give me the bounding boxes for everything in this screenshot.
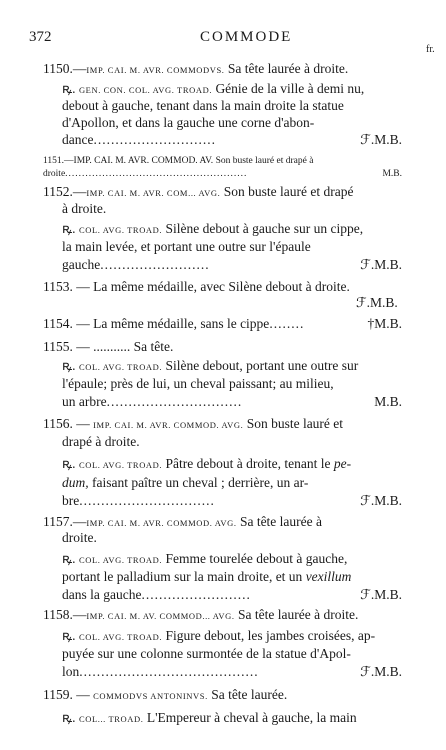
leader-dots: ...............................	[106, 394, 243, 409]
entry-text: —	[72, 687, 94, 702]
legend-caps: IMP. CAI. M. AVR. COMMOD. AVG.	[93, 420, 244, 430]
reverse-mark: ꝶ.	[62, 81, 76, 96]
entry-number: 1153.	[43, 279, 73, 294]
reverse-mark: ꝶ.	[62, 710, 76, 725]
legend-caps: IMP. CAI. M. AVR. COM... AVG.	[86, 188, 221, 198]
entry-line	[62, 201, 106, 217]
leader-dots: ......................................................	[65, 169, 248, 179]
legend-caps: COMMODVS ANTONINVS.	[93, 691, 208, 701]
corner-mark: fr.	[426, 44, 435, 55]
entry-line	[62, 221, 363, 238]
entry-line	[62, 551, 347, 568]
entry-text: L'Empereur à cheval à gauche, la main	[143, 710, 357, 725]
entry-line	[62, 132, 402, 148]
entry-line	[356, 295, 398, 311]
entry-number: 1152.—	[43, 184, 87, 199]
legend-caps: IMP. CAI. M. AVR. COMMODVS.	[86, 65, 225, 75]
entry-number: 1159.	[43, 687, 73, 702]
entry-line	[43, 61, 348, 78]
entry-text: Sa tête laurée.	[207, 687, 288, 702]
entry-line	[62, 358, 358, 375]
entry-line	[62, 456, 351, 473]
entry-line	[62, 628, 375, 645]
entry-line	[43, 279, 350, 295]
entry-text: — La même médaille, sans le cippe	[72, 316, 270, 331]
catalog-mark: ℱ.M.B.	[360, 493, 402, 508]
reverse-mark: ꝶ.	[62, 456, 76, 471]
page-number: 372	[29, 29, 52, 45]
entry-text: à droite.	[62, 201, 107, 216]
legend-caps: COL. AVG. TROAD.	[78, 555, 163, 565]
page-title: COMMODE	[200, 29, 293, 45]
entry-text: la main levée, et portant une outre sur l'épaule	[62, 239, 311, 254]
entry-line	[43, 166, 402, 182]
entry-number: 1154.	[43, 316, 73, 331]
entry-line	[62, 710, 357, 727]
entry-line	[62, 434, 140, 450]
entry-text: puyée sur une colonne surmontée de la statue d'Apol-	[62, 646, 351, 661]
reverse-mark: ꝶ.	[62, 358, 76, 373]
legend-caps: GEN. CON. COL. AVG. TROAD.	[78, 85, 213, 95]
entry-text: bre	[62, 493, 80, 508]
entry-text: drapé à droite.	[62, 434, 140, 449]
entry-line	[43, 316, 402, 332]
legend-caps: COL. AVG. TROAD.	[78, 362, 163, 372]
entry-line	[43, 339, 173, 355]
entry-text: —	[72, 416, 94, 431]
entry-text: d'Apollon, et dans la gauche une corne d'abon-	[62, 115, 315, 130]
entry-text: Son buste lauré et drapé	[220, 184, 354, 199]
entry-line	[43, 607, 358, 624]
entry-text: Sa tête laurée à droite.	[224, 61, 349, 76]
entry-text: Son buste lauré et drapé à	[213, 156, 314, 166]
catalog-mark: ℱ.M.B.	[360, 132, 402, 147]
reverse-mark: ꝶ.	[62, 551, 76, 566]
entry-line	[62, 493, 402, 509]
entry-line	[43, 687, 287, 704]
entry-text: gauche	[62, 257, 101, 272]
leader-dots: ...............................	[79, 493, 215, 508]
entry-line	[62, 376, 334, 392]
entry-line	[62, 115, 314, 131]
entry-text: Silène debout, portant une outre sur	[162, 358, 359, 373]
entry-line	[43, 184, 353, 201]
leader-dots: .........................	[100, 257, 210, 272]
entry-number: 1150.—	[43, 61, 87, 76]
italic-text: pe-	[333, 456, 352, 471]
entry-line	[62, 239, 311, 255]
entry-text: — La même médaille, avec Silène debout à droite.	[72, 279, 350, 294]
entry-number: 1155.	[43, 339, 73, 354]
entry-text: droite.	[62, 530, 97, 545]
entry-line	[62, 475, 308, 491]
catalog-mark: M.B.	[382, 169, 402, 179]
entry-text: lon	[62, 664, 80, 679]
entry-text: droite	[43, 169, 66, 179]
catalog-mark: ℱ.M.B.	[360, 587, 402, 602]
legend-caps: IMP. CAI. M. AVR. COMMOD. AV.	[73, 156, 214, 166]
leader-dots: .........................	[141, 587, 251, 602]
entry-number: 1158.—	[43, 607, 87, 622]
italic-text: dum,	[62, 475, 89, 490]
entry-line	[62, 530, 97, 546]
catalog-mark: ℱ.M.B.	[360, 257, 402, 272]
leader-dots: ............................	[93, 132, 216, 147]
catalog-mark: M.B.	[374, 394, 402, 409]
legend-caps: COL. AVG. TROAD.	[78, 632, 163, 642]
entry-number: 1156.	[43, 416, 73, 431]
entry-line	[43, 416, 343, 433]
entry-number: 1157.—	[43, 514, 87, 529]
legend-caps: COL. AVG. TROAD.	[78, 460, 163, 470]
leader-dots: .........................................	[79, 664, 259, 679]
entry-line	[62, 569, 351, 585]
entry-text: Figure debout, les jambes croisées, ap-	[162, 628, 376, 643]
entry-text: Silène debout à gauche sur un cippe,	[162, 221, 364, 236]
entry-text: portant le palladium sur la main droite, et un	[62, 569, 306, 584]
entry-line	[62, 98, 344, 114]
legend-caps: COL. AVG. TROAD.	[78, 225, 163, 235]
entry-text: Son buste lauré et	[243, 416, 344, 431]
entry-text: Génie de la ville à demi nu,	[212, 81, 365, 96]
entry-text: un arbre	[62, 394, 107, 409]
legend-caps: IMP. CAI. M. AV. COMMOD... AVG.	[86, 611, 235, 621]
entry-line	[62, 257, 402, 273]
entry-line	[62, 81, 364, 98]
entry-line	[62, 394, 402, 410]
entry-text: Pâtre debout à droite, tenant le	[162, 456, 334, 471]
entry-text: dance	[62, 132, 94, 147]
entry-text: Sa tête laurée à	[236, 514, 323, 529]
entry-line	[62, 646, 351, 662]
catalog-mark: ℱ.M.B.	[360, 664, 402, 679]
reverse-mark: ꝶ.	[62, 628, 76, 643]
entry-text: faisant paître un cheval ; derrière, un ar-	[88, 475, 309, 490]
entry-line	[43, 514, 322, 531]
entry-text: l'épaule; près de lui, un cheval paissant; au milieu,	[62, 376, 334, 391]
entry-line	[62, 587, 402, 603]
entry-text: Femme tourelée debout à gauche,	[162, 551, 348, 566]
catalog-mark: †M.B.	[367, 316, 402, 331]
entry-number: 1151.—	[43, 156, 74, 166]
legend-caps: COL... TROAD.	[78, 714, 144, 724]
italic-text: vexillum	[305, 569, 352, 584]
entry-text: Sa tête laurée à droite.	[234, 607, 359, 622]
entry-line	[62, 664, 402, 680]
legend-caps: IMP. CAI. M. AVR. COMMOD. AVG.	[86, 518, 237, 528]
reverse-mark: ꝶ.	[62, 221, 76, 236]
entry-text: — ........... Sa tête.	[72, 339, 174, 354]
leader-dots: ........	[269, 316, 305, 331]
entry-text: debout à gauche, tenant dans la main droite la statue	[62, 98, 344, 113]
catalog-mark: ℱ.M.B.	[356, 295, 398, 310]
entry-text: dans la gauche	[62, 587, 142, 602]
